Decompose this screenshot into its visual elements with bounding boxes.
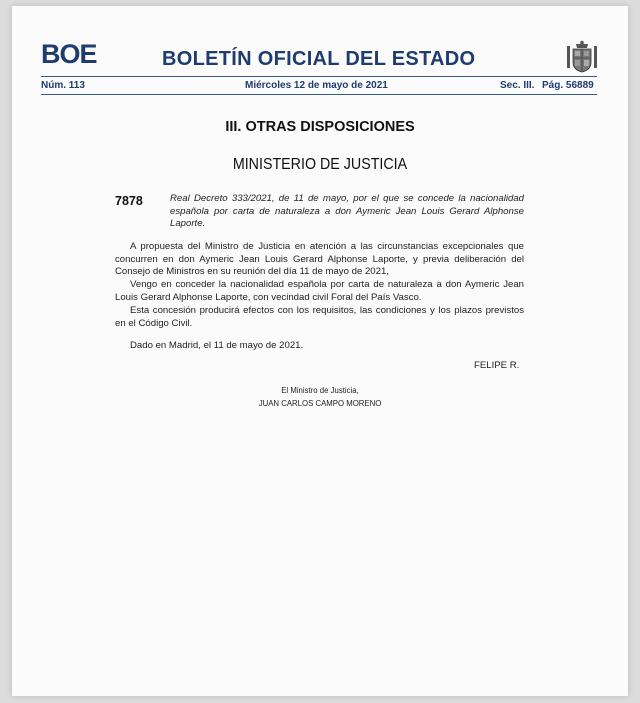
issue-number: Núm. 113 [41,80,85,91]
issue-date: Miércoles 12 de mayo de 2021 [245,80,388,91]
page-title: BOLETÍN OFICIAL DEL ESTADO [162,48,476,70]
boe-logo [41,39,105,67]
paragraph-1: A propuesta del Ministro de Justicia en atención a las circunstancias excepcionales que concurren en don Aymeric Jean Louis Gerard Alphonse Laporte, y previa deliberación del Consejo de Ministros en su reunión del día 11 de mayo de 2021, [115,241,524,278]
minister-role: El Ministro de Justicia, [281,386,359,395]
svg-text:BOE: BOE [41,39,97,67]
king-signature: FELIPE R. [474,360,520,371]
document-page [12,6,628,696]
paragraph-3: Esta concesión producirá efectos con los requisitos, las condiciones y los plazos previstos en el Código Civil. [115,305,524,329]
section-label: Sec. III. [500,80,535,91]
section-title: III. OTRAS DISPOSICIONES [225,119,415,135]
ministry-name: MINISTERIO DE JUSTICIA [232,156,408,173]
paragraph-2: Vengo en conceder la nacionalidad española por carta de naturaleza a don Aymeric Jean Louis Gerard Alphonse Laporte, con vecindad civil Foral del País Vasco. [115,279,524,303]
document-number: 7878 [115,194,143,208]
header-rule-bottom [41,94,597,95]
page-number: Pág. 56889 [542,80,594,91]
document-heading: Real Decreto 333/2021, de 11 de mayo, por el que se concede la nacionalidad española por carta de naturaleza a don Aymeric Jean Louis Gerard Alphonse Laporte. [170,193,524,229]
minister-name: JUAN CARLOS CAMPO MORENO [258,399,382,408]
header-rule-top [41,76,597,77]
date-line: Dado en Madrid, el 11 de mayo de 2021. [130,340,304,351]
coat-of-arms-icon [566,40,598,74]
